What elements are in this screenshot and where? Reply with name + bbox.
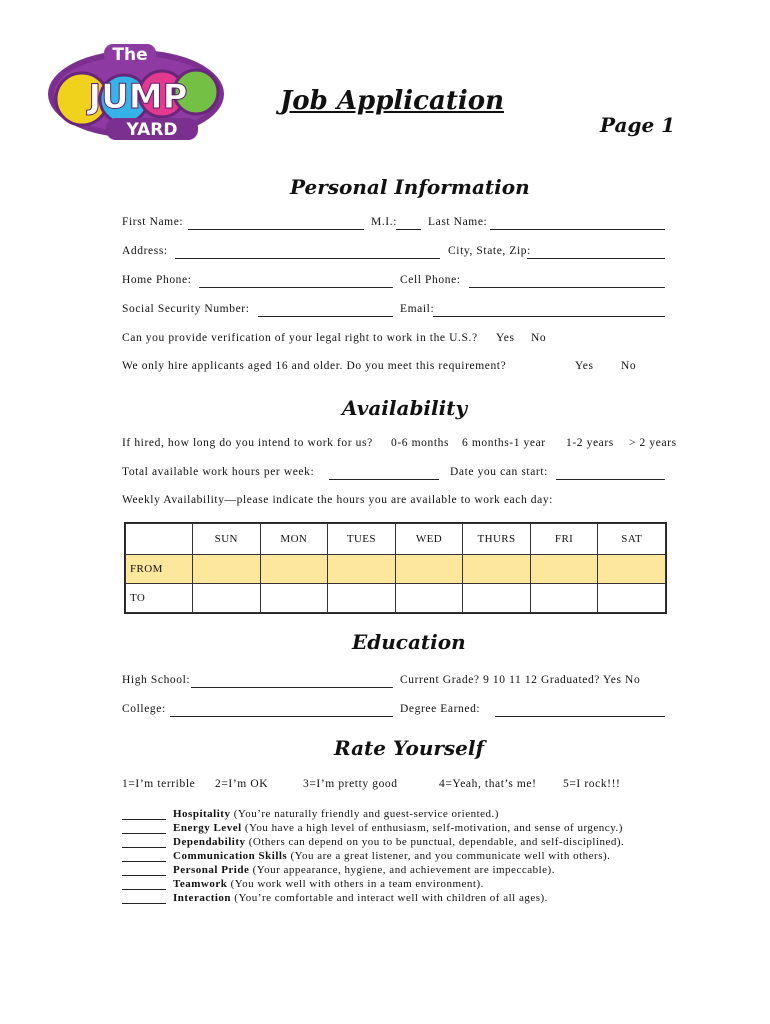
rating-item-name: Energy Level	[173, 822, 242, 834]
rating-row-dependability	[122, 836, 624, 848]
address-field[interactable]	[175, 258, 440, 259]
to-thurs-cell[interactable]	[463, 584, 531, 613]
from-sat-cell[interactable]	[598, 555, 666, 584]
degree-earned-label: Degree Earned:	[400, 703, 481, 715]
from-thurs-cell[interactable]	[463, 555, 531, 584]
from-mon-cell[interactable]	[260, 555, 328, 584]
svg-text:JUMP: JUMP	[88, 77, 188, 117]
email-label: Email:	[400, 303, 435, 315]
rating-item-name: Interaction	[173, 892, 232, 904]
start-date-label: Date you can start:	[450, 466, 548, 478]
rating-scale-4: 4=Yeah, that’s me!	[439, 778, 537, 790]
mi-label: M.I.:	[371, 216, 397, 228]
rating-row-teamwork	[122, 878, 484, 890]
rating-item-name: Dependability	[173, 836, 246, 848]
last-name-field[interactable]	[490, 229, 665, 230]
duration-question: If hired, how long do you intend to work for us?	[122, 437, 373, 449]
first-name-field[interactable]	[188, 229, 364, 230]
jump-yard-logo	[44, 44, 228, 142]
rating-item-desc: (Others can depend on you to be punctual, dependable, and self-disciplined).	[245, 836, 625, 848]
duration-option-6-months-1-year[interactable]: 6 months-1 year	[462, 437, 546, 449]
from-fri-cell[interactable]	[530, 555, 598, 584]
ssn-field[interactable]	[258, 316, 393, 317]
rating-scale-3: 3=I’m pretty good	[303, 778, 398, 790]
rating-scale-1: 1=I’m terrible	[122, 778, 196, 790]
rating-blank[interactable]	[122, 865, 166, 876]
last-name-label: Last Name:	[428, 216, 488, 228]
rating-row-interaction	[122, 892, 548, 904]
rating-item-desc: (You’re comfortable and interact well with children of all ages).	[231, 892, 548, 904]
rating-scale-5: 5=I rock!!!	[563, 778, 621, 790]
weekly-availability-instructions: Weekly Availability—please indicate the hours you are available to work each day:	[122, 494, 553, 506]
home-phone-field[interactable]	[199, 287, 393, 288]
age-question: We only hire applicants aged 16 and older. Do you meet this requirement?	[122, 360, 507, 372]
to-sun-cell[interactable]	[193, 584, 261, 613]
from-sun-cell[interactable]	[193, 555, 261, 584]
rating-blank[interactable]	[122, 809, 166, 820]
section-heading-availability: Availability	[342, 396, 468, 420]
age-yes-option[interactable]: Yes	[575, 360, 594, 372]
duration-option-1-2-years[interactable]: 1-2 years	[566, 437, 614, 449]
duration-option-over-2-years[interactable]: > 2 years	[629, 437, 677, 449]
duration-option-0-6-months[interactable]: 0-6 months	[391, 437, 450, 449]
weekly-hours-field[interactable]	[329, 479, 439, 480]
start-date-field[interactable]	[556, 479, 665, 480]
rating-item-desc: (You work well with others in a team environment).	[227, 878, 484, 890]
city-state-zip-label: City, State, Zip:	[448, 245, 531, 257]
address-label: Address:	[122, 245, 168, 257]
high-school-field[interactable]	[191, 687, 393, 688]
day-header-mon: MON	[260, 524, 328, 555]
day-header-fri: FRI	[530, 524, 598, 555]
page-title: Job Application	[280, 86, 504, 116]
cell-phone-label: Cell Phone:	[400, 274, 461, 286]
verification-question: Can you provide verification of your legal right to work in the U.S.?	[122, 332, 478, 344]
from-wed-cell[interactable]	[395, 555, 463, 584]
svg-text:TM: TM	[202, 125, 211, 132]
from-tues-cell[interactable]	[328, 555, 396, 584]
rating-row-hospitality	[122, 808, 499, 820]
day-header-tues: TUES	[328, 524, 396, 555]
degree-earned-field[interactable]	[495, 716, 665, 717]
cell-phone-field[interactable]	[469, 287, 665, 288]
age-no-option[interactable]: No	[621, 360, 637, 372]
svg-text:YARD: YARD	[126, 120, 178, 140]
to-wed-cell[interactable]	[395, 584, 463, 613]
day-header-sun: SUN	[193, 524, 261, 555]
weekly-availability-table	[124, 522, 667, 614]
rating-row-communication-skills	[122, 850, 610, 862]
mi-field[interactable]	[396, 229, 421, 230]
email-field[interactable]	[433, 316, 665, 317]
home-phone-label: Home Phone:	[122, 274, 192, 286]
current-grade-question: Current Grade? 9 10 11 12 Graduated? Yes No	[400, 674, 641, 686]
first-name-label: First Name:	[122, 216, 184, 228]
rating-item-name: Hospitality	[173, 808, 231, 820]
high-school-label: High School:	[122, 674, 191, 686]
day-header-sat: SAT	[598, 524, 666, 555]
day-header-wed: WED	[395, 524, 463, 555]
rating-blank[interactable]	[122, 837, 166, 848]
rating-blank[interactable]	[122, 851, 166, 862]
section-heading-rate-yourself: Rate Yourself	[334, 736, 485, 760]
rating-scale-2: 2=I’m OK	[215, 778, 269, 790]
to-fri-cell[interactable]	[530, 584, 598, 613]
day-header-thurs: THURS	[463, 524, 531, 555]
city-state-zip-field[interactable]	[527, 258, 665, 259]
table-corner	[126, 524, 193, 555]
row-label-to: TO	[126, 584, 193, 613]
rating-blank[interactable]	[122, 823, 166, 834]
row-label-from: FROM	[126, 555, 193, 584]
to-sat-cell[interactable]	[598, 584, 666, 613]
section-heading-personal: Personal Information	[290, 175, 530, 199]
verification-no-option[interactable]: No	[531, 332, 547, 344]
rating-item-name: Personal Pride	[173, 864, 250, 876]
rating-item-name: Teamwork	[173, 878, 228, 890]
rating-item-desc: (You have a high level of enthusiasm, self-motivation, and sense of urgency.)	[241, 822, 623, 834]
college-label: College:	[122, 703, 166, 715]
to-mon-cell[interactable]	[260, 584, 328, 613]
rating-row-personal-pride	[122, 864, 555, 876]
rating-row-energy-level	[122, 822, 623, 834]
rating-item-desc: (You’re naturally friendly and guest-service oriented.)	[230, 808, 499, 820]
rating-item-name: Communication Skills	[173, 850, 288, 862]
college-field[interactable]	[170, 716, 393, 717]
rating-blank[interactable]	[122, 879, 166, 890]
rating-blank[interactable]	[122, 893, 166, 904]
rating-item-desc: (You are a great listener, and you communicate well with others).	[287, 850, 611, 862]
rating-item-desc: (Your appearance, hygiene, and achievement are impeccable).	[249, 864, 555, 876]
to-tues-cell[interactable]	[328, 584, 396, 613]
weekly-hours-label: Total available work hours per week:	[122, 466, 315, 478]
verification-yes-option[interactable]: Yes	[496, 332, 515, 344]
svg-text:The: The	[112, 45, 148, 65]
ssn-label: Social Security Number:	[122, 303, 250, 315]
section-heading-education: Education	[352, 630, 466, 654]
page-number-label: Page 1	[600, 113, 676, 137]
